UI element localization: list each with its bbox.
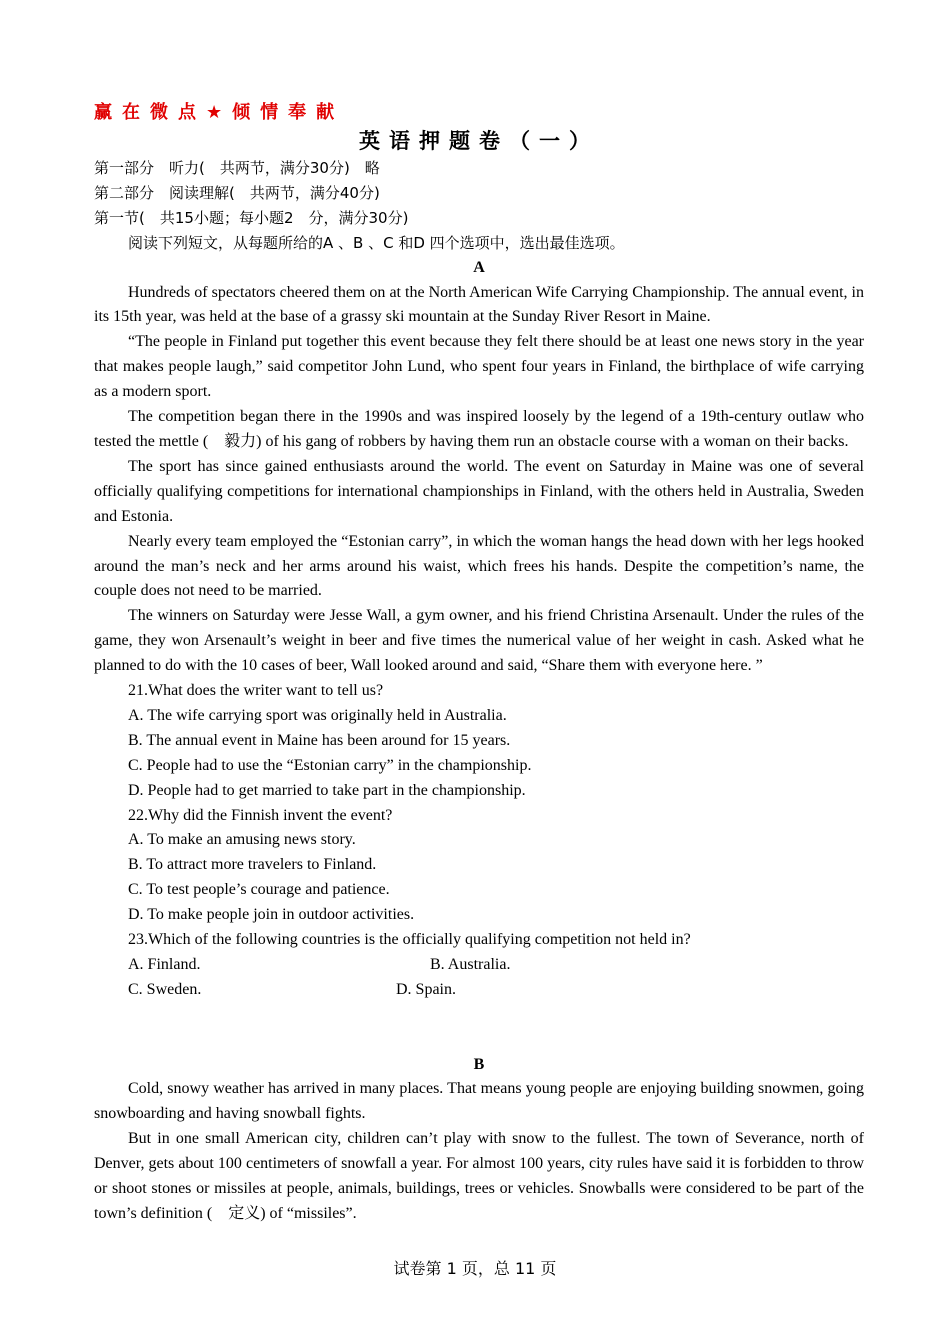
question-23-option-a: A. Finland. <box>128 956 201 973</box>
slogan: 赢在微点★倾情奉献 <box>94 102 345 123</box>
question-23-option-c: C. Sweden. <box>128 980 202 998</box>
passage-a-paragraph-2: “The people in Finland put together this event because they felt there should be at least one news story in the year that makes people laugh,” said competitor John Lund, who spent four years in Finland, the birthplace of wife carrying as a modern sport. <box>94 333 864 401</box>
page-title: 英语押题卷（一） <box>359 129 599 153</box>
passage-a-paragraph-6: The winners on Saturday were Jesse Wall, a gym owner, and his friend Christina Arsenault. Under the rules of the game, they won Arsenault’s weight in beer and five times the numerical value of her weight in cash. Asked what he planned to do with the 10 cases of beer, Wall looked around and said, “Share them with everyone here. ” <box>94 607 864 675</box>
passage-a-paragraph-1: Hundreds of spectators cheered them on at the North American Wife Carrying Championship. The annual event, in its 15th year, was held at the base of a grassy ski mountain at the Sunday River Resort in Maine. <box>94 283 864 326</box>
passage-a-label: A <box>473 258 485 276</box>
question-23-stem: 23.Which of the following countries is the officially qualifying competition not held in? <box>128 931 691 949</box>
exam-page <box>94 100 864 1227</box>
question-23-options-row-1 <box>94 953 864 978</box>
question-21-option-b: B. The annual event in Maine has been around for 15 years. <box>128 731 511 749</box>
question-23-option-b: B. Australia. <box>430 956 511 973</box>
passage-b-paragraph-2: But in one small American city, children can’t play with snow to the fullest. The town of Severance, north of Denver, gets about 100 centimeters of snowfall a year. For almost 100 years, city rules have said it is forbidden to throw or shoot stones or missiles at people, animals, buildings, trees or vehicles. Snowballs were considered to be part of the town’s definition ( 定义) of “missiles”. <box>94 1130 864 1223</box>
page-footer: 试卷第 1 页，总 11 页 <box>393 1259 557 1278</box>
question-21-option-a: A. The wife carrying sport was originally held in Australia. <box>128 706 507 724</box>
part1-heading: 第一部分 听力( 共两节，满分30分) 略 <box>94 159 380 177</box>
passage-b-label: B <box>473 1055 485 1073</box>
section-spacer <box>94 1003 864 1053</box>
question-21-stem: 21.What does the writer want to tell us? <box>128 682 384 700</box>
passage-a-paragraph-4: The sport has since gained enthusiasts around the world. The event on Saturday in Maine was one of several officially qualifying competitions for international championships in Finland, with the others held in Australia, Sweden and Estonia. <box>94 457 864 525</box>
question-21-option-c: C. People had to use the “Estonian carry” in the championship. <box>128 756 532 774</box>
part2-heading: 第二部分 阅读理解( 共两节，满分40分) <box>94 183 380 202</box>
question-22-stem: 22.Why did the Finnish invent the event? <box>128 806 393 824</box>
passage-b-paragraph-1: Cold, snowy weather has arrived in many places. That means young people are enjoying building snowmen, going snowboarding and having snowball fights. <box>94 1080 864 1123</box>
passage-a-paragraph-5: Nearly every team employed the “Estonian carry”, in which the woman hangs the head down with her legs hooked around the man’s neck and her arms around his waist, which frees his hands. Despite the competition’s name, the couple does not need to be married. <box>94 532 864 600</box>
passage-a-paragraph-3: The competition began there in the 1990s and was inspired loosely by the legend of a 19th-century outlaw who tested the mettle ( 毅力) of his gang of robbers by having them run an obstacle course with a woman on their backs. <box>94 408 864 450</box>
question-23-option-d: D. Spain. <box>396 980 456 998</box>
question-22-option-c: C. To test people’s courage and patience. <box>128 881 390 899</box>
question-22-option-b: B. To attract more travelers to Finland. <box>128 856 377 874</box>
question-23-options-row-2 <box>94 978 864 1003</box>
question-21-option-d: D. People had to get married to take part in the championship. <box>128 781 526 799</box>
section1-heading: 第一节( 共15小题；每小题2 分，满分30分) <box>94 208 409 227</box>
question-22-option-d: D. To make people join in outdoor activities. <box>128 906 415 924</box>
question-22-option-a: A. To make an amusing news story. <box>128 831 356 849</box>
instruction: 阅读下列短文，从每题所给的A 、B 、C 和D 四个选项中，选出最佳选项。 <box>128 233 625 252</box>
